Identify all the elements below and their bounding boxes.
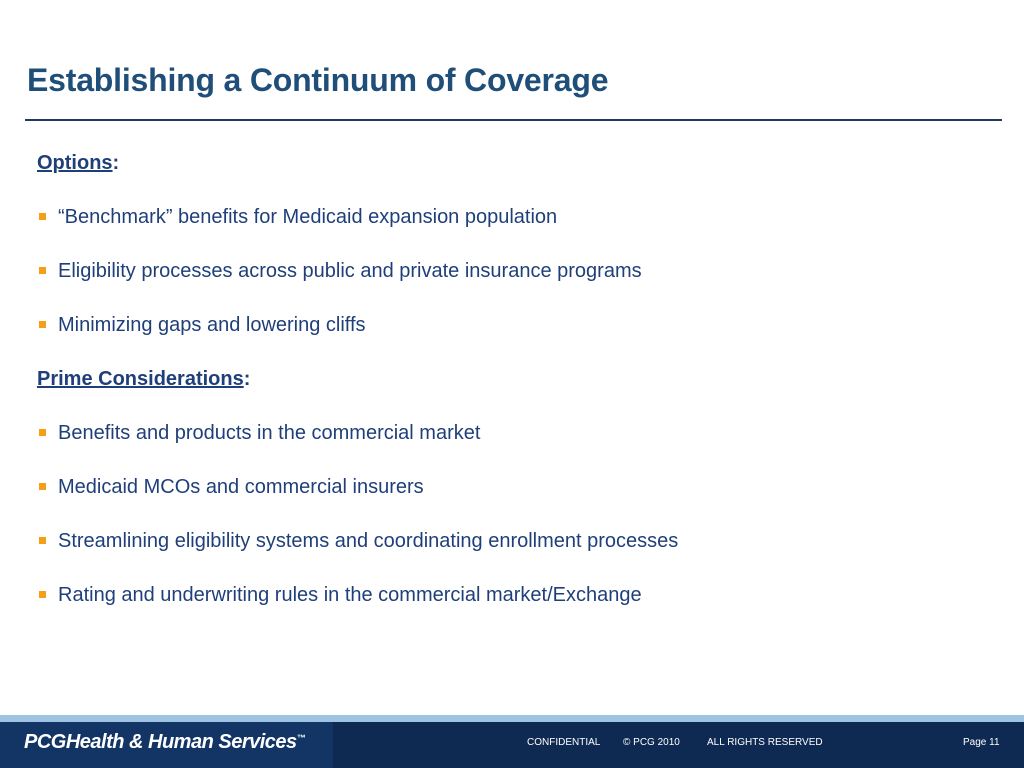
bullet-item bbox=[37, 584, 642, 607]
square-bullet-icon bbox=[39, 267, 46, 274]
trademark-mark: ™ bbox=[296, 733, 306, 743]
bullet-item bbox=[37, 206, 557, 229]
square-bullet-icon bbox=[39, 483, 46, 490]
square-bullet-icon bbox=[39, 537, 46, 544]
bullet-item bbox=[37, 476, 424, 499]
section-heading-prime-considerations bbox=[37, 368, 250, 391]
options-heading-colon: : bbox=[112, 152, 120, 174]
bullet-text: Minimizing gaps and lowering cliffs bbox=[58, 314, 366, 336]
bullet-text: “Benchmark” benefits for Medicaid expansion population bbox=[58, 206, 558, 228]
footer-confidential: CONFIDENTIAL bbox=[527, 737, 601, 748]
square-bullet-icon bbox=[39, 321, 46, 328]
footer-copyright: © PCG 2010 bbox=[623, 737, 680, 748]
section-heading-options bbox=[37, 152, 119, 175]
pcg-logo bbox=[24, 728, 305, 756]
bullet-text: Rating and underwriting rules in the commercial market/Exchange bbox=[58, 584, 642, 606]
bullet-item bbox=[37, 530, 678, 553]
bullet-text: Benefits and products in the commercial market bbox=[58, 422, 481, 444]
footer-rights: ALL RIGHTS RESERVED bbox=[707, 737, 823, 748]
footer-accent-stripe bbox=[0, 715, 1024, 722]
bullet-text: Streamlining eligibility systems and coordinating enrollment processes bbox=[58, 530, 679, 552]
bullet-item bbox=[37, 422, 480, 445]
title-divider bbox=[25, 119, 1002, 121]
bullet-item bbox=[37, 314, 366, 337]
bullet-item bbox=[37, 260, 642, 283]
options-heading-label: Options bbox=[37, 152, 113, 174]
square-bullet-icon bbox=[39, 591, 46, 598]
bullet-text: Eligibility processes across public and private insurance programs bbox=[58, 260, 642, 282]
footer-page-number: Page 11 bbox=[963, 737, 1000, 748]
prime-considerations-heading-colon: : bbox=[243, 368, 251, 390]
logo-text: PCGHealth & Human Services bbox=[24, 731, 297, 753]
square-bullet-icon bbox=[39, 213, 46, 220]
slide-title: Establishing a Continuum of Coverage bbox=[27, 62, 609, 98]
square-bullet-icon bbox=[39, 429, 46, 436]
bullet-text: Medicaid MCOs and commercial insurers bbox=[58, 476, 424, 498]
prime-considerations-heading-label: Prime Considerations bbox=[37, 368, 244, 390]
